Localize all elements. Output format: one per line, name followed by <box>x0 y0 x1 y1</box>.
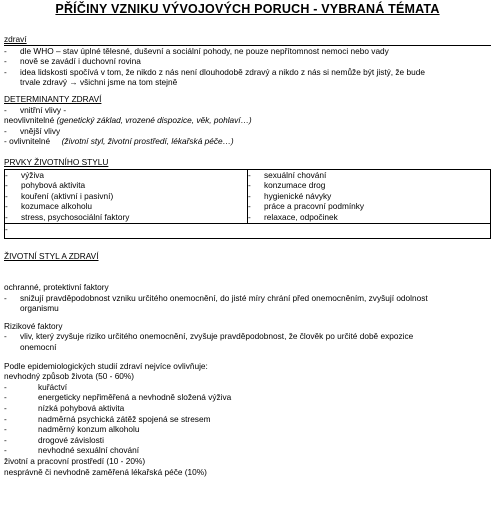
list-item-text: nadměrná psychická zátěž spojená se stresem <box>38 413 211 424</box>
list-item <box>5 180 247 191</box>
bullet-dash: - <box>4 392 7 403</box>
list-item <box>248 170 490 181</box>
bullet-dash: - <box>248 201 251 212</box>
section-heading-prvky: PRVKY ŽIVOTNÍHO STYLU <box>4 156 109 167</box>
list-item <box>248 212 490 223</box>
list-item <box>4 105 491 116</box>
list-item-text: konzumace drog <box>264 180 326 191</box>
list-item <box>4 46 491 57</box>
bullet-dash: - <box>4 104 7 115</box>
bullet-dash: - <box>4 381 7 392</box>
list-item <box>4 445 491 456</box>
bullet-dash: - <box>4 45 7 56</box>
list-item <box>4 403 491 414</box>
determinant-row <box>4 115 491 126</box>
list-item-text: kozumace alkoholu <box>21 201 93 212</box>
lifestyle-elements-right <box>248 169 491 223</box>
list-item-text: sexuální chování <box>264 169 327 180</box>
lifestyle-elements-left <box>5 169 248 223</box>
list-item-continuation: organismu <box>20 303 59 314</box>
table-empty-row <box>5 223 491 238</box>
bullet-dash: - <box>248 211 251 222</box>
bullet-dash: - <box>4 125 7 136</box>
list-item <box>5 191 247 202</box>
spacer <box>4 261 491 282</box>
list-item <box>4 331 491 342</box>
bullet-dash: - <box>4 136 10 147</box>
list-item <box>4 67 491 78</box>
list-item <box>4 126 491 137</box>
bullet-dash: - <box>4 331 7 342</box>
list-item-text: stress, psychosociální faktory <box>21 211 130 222</box>
bullet-dash: - <box>248 169 251 180</box>
bullet-dash: - <box>5 201 8 212</box>
list-item-text: drogové závislosti <box>38 434 104 445</box>
bullet-dash: - <box>4 445 7 456</box>
bullet-dash: - <box>5 180 8 191</box>
bullet-dash: - <box>4 424 7 435</box>
list-item <box>5 170 247 181</box>
list-item-text: nevhodné sexuální chování <box>38 445 140 456</box>
list-item <box>4 392 491 403</box>
section-heading-zdravi: zdraví <box>4 34 27 44</box>
bullet-dash: - <box>5 223 8 234</box>
subheading-rizikove: Rizikové faktory <box>4 320 63 331</box>
bullet-dash: - <box>5 190 8 201</box>
list-item <box>248 201 490 212</box>
lifestyle-elements-table <box>4 169 491 239</box>
subheading-pece: nesprávně či nevhodně zaměřená lékařská péče (10%) <box>4 466 207 477</box>
list-item-continuation: onemocní <box>20 342 57 353</box>
subheading-ochranne: ochranné, protektivní faktory <box>4 282 109 293</box>
list-item <box>248 191 490 202</box>
bullet-dash: - <box>4 403 7 414</box>
list-item-text: snižují pravděpodobnost vzniku určitého onemocnění, do jisté míry chrání před onemocněním, zvyšují odolnost <box>20 292 428 303</box>
spacer <box>4 314 491 321</box>
list-item <box>4 435 491 446</box>
determinant-label: neovlivnitelné <box>4 115 55 126</box>
bullet-dash: - <box>248 180 251 191</box>
bullet-dash: - <box>5 169 8 180</box>
spacer <box>4 17 491 34</box>
subheading-prostredi: životní a pracovní prostředí (10 - 20%) <box>4 456 146 466</box>
list-item <box>248 180 490 191</box>
bullet-dash: - <box>4 434 7 445</box>
list-item-text: vliv, který zvyšuje riziko určitého onemocnění, zvyšuje pravděpodobnost, že člověk po určité době expozice <box>20 331 414 342</box>
list-item-text: relaxace, odpočinek <box>264 211 338 222</box>
list-item <box>4 293 491 304</box>
bullet-dash: - <box>248 190 251 201</box>
list-item-text: práce a pracovní podmínky <box>264 201 365 212</box>
determinant-label: ovlivnitelné <box>9 136 51 147</box>
list-item-text: dle WHO – stav úplné tělesné, duševní a sociální pohody, ne pouze nepřítomnost nemoci nebo vady <box>20 45 389 56</box>
list-item-text: pohybová aktivita <box>21 180 86 191</box>
list-item-text: idea lidskosti spočívá v tom, že nikdo z nás není dlouhodobě zdravý a nikdo z nás si nemůže být jistý, že bude <box>20 66 425 77</box>
list-item <box>4 414 491 425</box>
document-page <box>4 0 491 477</box>
spacer <box>4 353 491 361</box>
subheading-nevhodny: nevhodný způsob života (50 - 60%) <box>4 371 135 382</box>
list-item-text: kouření (aktivní i pasivní) <box>21 190 114 201</box>
section-heading-zivotni-styl: ŽIVOTNÍ STYL A ZDRAVÍ <box>4 250 99 261</box>
bullet-dash: - <box>5 211 8 222</box>
list-item-text: nově se zavádí i duchovní rovina <box>20 56 141 67</box>
bullet-dash: - <box>4 292 7 303</box>
bullet-dash: - <box>4 413 7 424</box>
section-heading-determinanty: DETERMINANTY ZDRAVÍ <box>4 93 102 104</box>
spacer <box>4 147 491 157</box>
list-item <box>5 201 247 212</box>
list-item-text: výživa <box>21 169 45 180</box>
list-item <box>4 424 491 435</box>
list-item-text: nadměrný konzum alkoholu <box>38 424 140 435</box>
list-item-text: kuřáctví <box>38 381 68 392</box>
page-title: PŘÍČINY VZNIKU VÝVOJOVÝCH PORUCH - VYBRANÁ TÉMATA <box>55 2 440 16</box>
spacer <box>4 239 491 251</box>
determinant-row <box>4 136 491 147</box>
list-item <box>5 212 247 223</box>
list-item-text: vnitřní vlivy - <box>20 104 67 115</box>
list-item <box>4 56 491 67</box>
list-item <box>4 382 491 393</box>
list-item-text: nízká pohybová aktivita <box>38 403 125 414</box>
list-item-text: vnější vlivy <box>20 125 61 136</box>
list-item-text: energeticky nepřiměřená a nevhodně složená výživa <box>38 392 232 403</box>
bullet-dash: - <box>4 66 7 77</box>
determinant-detail: (genetický základ, vrozené dispozice, věk, pohlaví…) <box>56 115 252 126</box>
bullet-dash: - <box>4 56 7 67</box>
list-item-continuation: trvale zdravý → všichni jsme na tom stejně <box>20 77 178 88</box>
studie-intro: Podle epidemiologických studií zdraví nejvíce ovlivňuje: <box>4 360 208 371</box>
determinant-detail: (životní styl, životní prostředí, lékařská péče…) <box>61 136 234 147</box>
list-item-text: hygienické návyky <box>264 190 332 201</box>
